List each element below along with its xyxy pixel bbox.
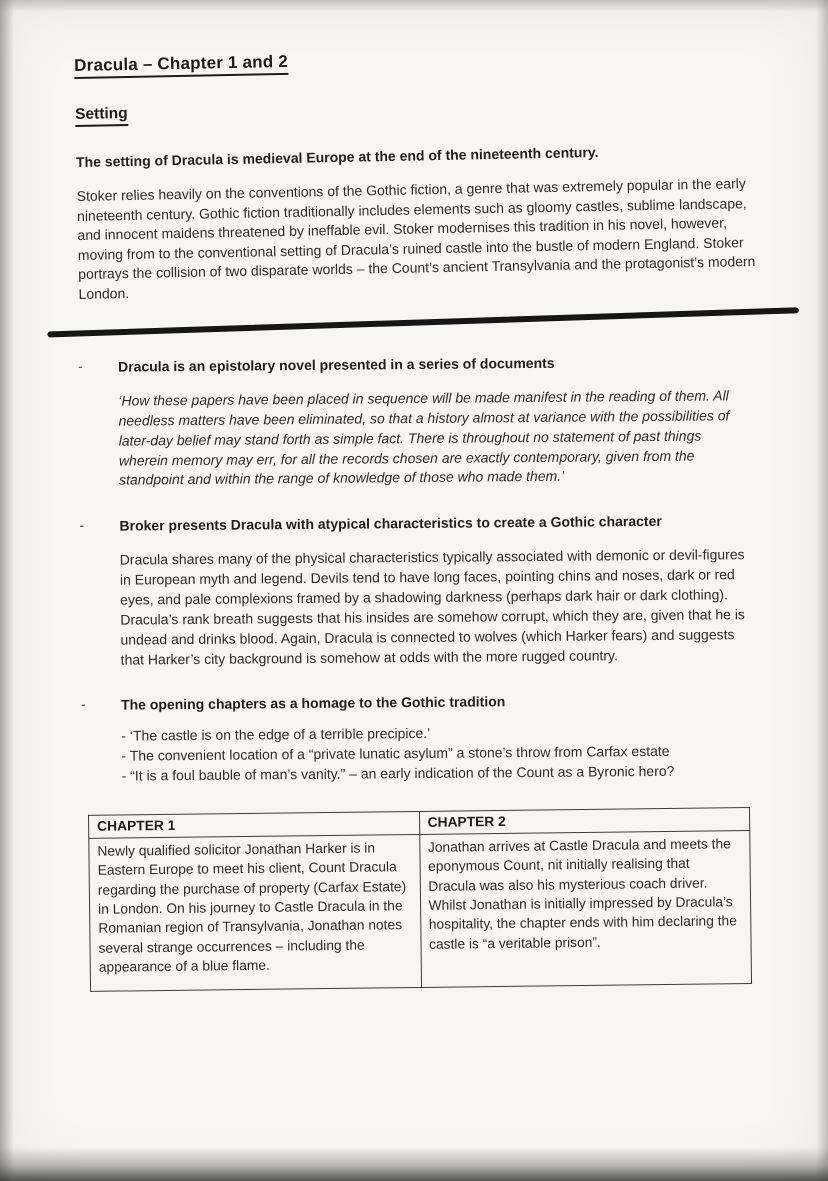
table-cell-chapter-2-summary: Jonathan arrives at Castle Dracula and meets the eponymous Count, nit initially realising that Dracula was also his mysterious coach driver. Whilst Jonathan is initially impressed by Dracula’s hospitality, the chapter ends with him declaring the castle is “a veritable prison”. <box>419 830 751 987</box>
bullet-body <box>119 511 748 670</box>
chapter-summary-table-wrap <box>88 806 768 991</box>
table-body-row <box>89 830 752 991</box>
subline-byronic-hero: - “It is a foul bauble of man’s vanity.” – an early indication of the Count as a Byronic hero? <box>121 762 675 784</box>
characteristics-paragraph: Dracula shares many of the physical characteristics typically associated with demonic or devil-figures in European myth and legend. Devils tend to have long faces, pointing chins and noses, dark or red eyes, and pale complexions framed by a shadowing darkness (perhaps dark hair or dark clothing). Dracula’s rank breath suggests that his insides are somehow corrupt, which they are, given that he is undead and drinks blood. Again, Dracula is connected to wolves (which Harker fears) and suggests that Harker’s city background is somehow at odds with the more rugged country. <box>119 545 745 667</box>
bullet-item-gothic-homage <box>77 690 766 787</box>
top-section <box>74 43 767 332</box>
bullet-dash: - <box>80 695 86 712</box>
bullet-body <box>121 690 750 786</box>
bullet-dash: - <box>79 516 85 533</box>
section-heading-setting: Setting <box>75 105 128 127</box>
chapter-summary-table <box>88 807 752 992</box>
subline-quote-precipice: - ‘The castle is on the edge of a terrible precipice.’ <box>121 724 431 744</box>
bullet-body <box>118 352 747 491</box>
bullet-dash: - <box>77 357 83 374</box>
bullet-section <box>74 352 768 992</box>
table-header-chapter-2: CHAPTER 2 <box>419 807 750 834</box>
bullet-heading: The opening chapters as a homage to the Gothic tradition <box>120 693 506 713</box>
page-title: Dracula – Chapter 1 and 2 <box>74 52 288 79</box>
scan-shadow-bottom <box>0 1147 828 1181</box>
bullet-item-characteristics <box>75 511 764 670</box>
thesis-line: The setting of Dracula is medieval Europe at the end of the nineteenth century. <box>75 143 599 170</box>
table-header-chapter-1: CHAPTER 1 <box>88 811 419 838</box>
bullet-heading: Broker presents Dracula with atypical characteristics to create a Gothic character <box>119 512 662 534</box>
bullet-heading: Dracula is an epistolary novel presented in a series of documents <box>118 354 555 375</box>
epistolary-quote-paragraph: ‘How these papers have been placed in sequence will be made manifest in the reading of them. All needless matters have been eliminated, so that a history almost at variance with the possibilities of later-day belief may stand forth as simple fact. There is throughout no statement of past things wherein memory may err, for all the records chosen are exactly contemporary, given from the standpoint and within the range of knowledge of those who made them.’ <box>118 386 730 488</box>
table-cell-chapter-1-summary: Newly qualified solicitor Jonathan Harker is in Eastern Europe to meet his client, Count Dracula regarding the purchase of property (Carfax Estate) in London. On his journey to Castle Dracula in the Romanian region of Transylvania, Jonathan notes several strange occurrences – including the appearance of a blue flame. <box>89 834 421 991</box>
intro-paragraph: Stoker relies heavily on the conventions of the Gothic fiction, a genre that was extremely popular in the early nineteenth century. Gothic fiction traditionally includes elements such as gloomy castles, sublime landscape, and innocent maidens threatened by ineffable evil. Stoker modernises this tradition in his novel, however, moving from to the conventional setting of Dracula’s ruined castle into the bustle of modern England. Stoker portrays the collision of two disparate worlds – the Count’s ancient Transylvania and the protagonist’s modern London. <box>76 175 756 302</box>
hand-drawn-divider-line <box>47 307 799 337</box>
subline-lunatic-asylum: - The convenient location of a “private lunatic asylum” a stone’s throw from Carfax estate <box>121 742 670 764</box>
bullet-item-epistolary <box>74 352 763 491</box>
homage-sublines <box>121 721 749 786</box>
